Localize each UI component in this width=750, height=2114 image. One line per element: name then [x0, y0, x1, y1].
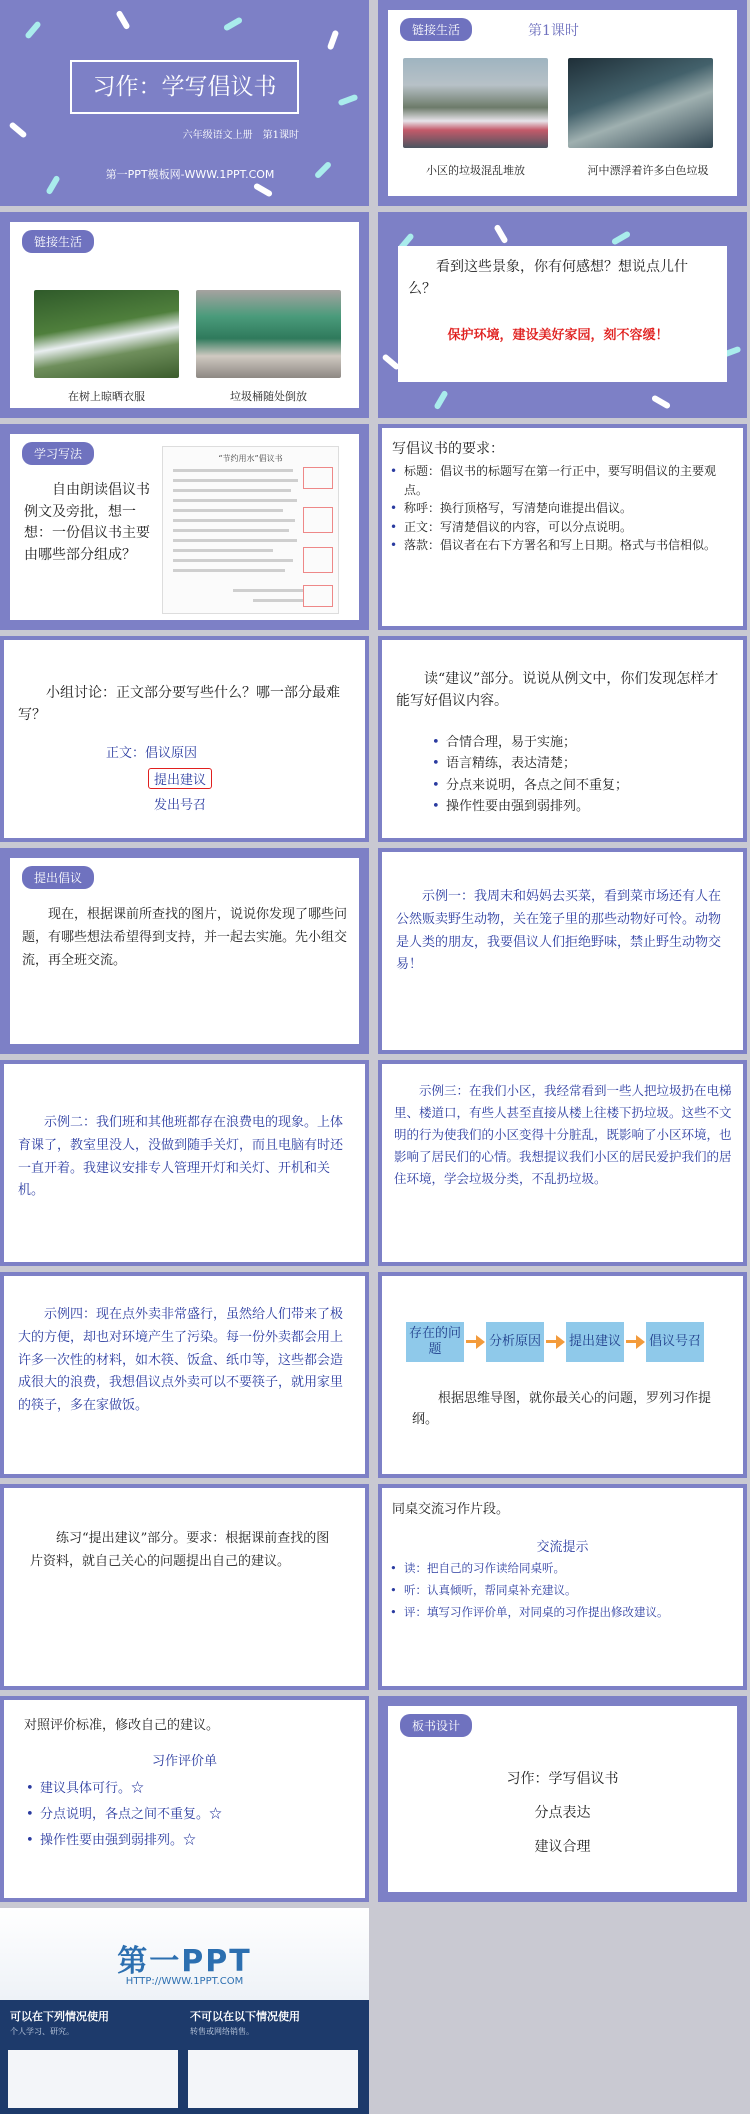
text-line [173, 509, 283, 512]
list-item: • 建议具体可行。☆ [26, 1776, 346, 1802]
list-item: • 落款：倡议者在右下方署名和写上日期。格式与书信相似。 [390, 536, 735, 555]
usage-denied-title: 不可以在以下情况使用 [190, 2010, 300, 2023]
slide-content [382, 852, 743, 1050]
confetti [115, 10, 130, 30]
slide-content [398, 246, 727, 382]
annotation-box [303, 507, 333, 533]
slide-title [0, 0, 369, 206]
slide-life-1 [378, 0, 747, 206]
text-line [173, 539, 297, 542]
text-line [173, 469, 293, 472]
list-item: • 标题：倡议书的标题写在第一行正中，要写明倡议的主要观点。 [390, 462, 735, 499]
text-line [173, 569, 285, 572]
slide-mindmap [378, 1272, 747, 1478]
text-line [233, 589, 303, 592]
mindmap-text: 根据思维导图，就你最关心的问题，罗列习作提纲。 [412, 1391, 712, 1428]
sample-document [162, 446, 339, 614]
brand-text: 第一PPT模板网-WWW.1PPT.COM [105, 168, 275, 181]
confetti [433, 390, 448, 410]
slide-content [388, 1706, 737, 1892]
text-line [173, 559, 293, 562]
propose-text: 现在，根据课前所查找的图片，说说你发现了哪些问题，有哪些想法希望得到支持，并一起去实施。先小组交流，再全班交流。 [22, 907, 348, 968]
usage-allowed-note: 个人学习、研究。 [10, 2027, 74, 2036]
requirements-heading: 写倡议书的要求： [392, 441, 504, 457]
body-label: 正文：倡议原因 [106, 746, 198, 761]
photo-caption: 垃圾桶随处倒放 [230, 390, 307, 403]
slide-blackboard [378, 1696, 747, 1902]
slide-content [382, 1064, 743, 1262]
slide-revise [0, 1696, 369, 1902]
river-garbage-photo [568, 58, 713, 148]
annotation-box [303, 547, 333, 573]
list-item: • 分点来说明，各点之间不重复； [432, 775, 722, 796]
list-item: • 操作性要由强到弱排列。☆ [26, 1828, 346, 1854]
confetti [493, 224, 508, 244]
slide-discussion [0, 636, 369, 842]
board-line: 习作：学写倡议书 [506, 1771, 619, 1787]
slide-content [382, 1488, 743, 1686]
text-line [253, 599, 303, 602]
confetti [338, 94, 359, 106]
slide-content [382, 428, 743, 626]
text-line [173, 479, 298, 482]
photo-caption: 小区的垃圾混乱堆放 [426, 164, 525, 177]
slogan-text: 保护环境，建设美好家园，刻不容缓！ [447, 328, 669, 343]
section-tag: 板书设计 [400, 1714, 472, 1737]
list-item: • 听：认真倾听，帮同桌补充建议。 [390, 1580, 740, 1602]
text-line [173, 489, 291, 492]
reflection-question: 看到这些景象，你有何感想？想说点儿什么？ [408, 259, 688, 298]
slide-content [4, 1276, 365, 1474]
evaluation-title: 习作评价单 [151, 1754, 217, 1769]
slide-example-3 [378, 1060, 747, 1266]
section-tag: 链接生活 [22, 230, 94, 253]
section-tag: 提出倡议 [22, 866, 94, 889]
garbage-pile-photo [403, 58, 548, 148]
links-panel [188, 2050, 358, 2108]
example-text: 示例三：在我们小区，我经常看到一些人把垃圾扔在电梯里、楼道口，有些人甚至直接从楼上往楼下扔垃圾。这些不文明的行为使我们的小区变得十分脏乱，既影响了小区环境，也影响了居民们的心情。我想提议我们小区的居民爱护我们的居住环境，学会垃圾分类，不乱扔垃圾。 [394, 1083, 732, 1186]
ad-header [0, 1908, 369, 2000]
arrow-right-icon [636, 1335, 645, 1349]
list-item: • 评：填写习作评价单，对同桌的习作提出修改建议。 [390, 1602, 740, 1624]
highlight-suggestion: 提出建议 [148, 768, 212, 789]
links-panel [8, 2050, 178, 2108]
slide-practice [0, 1484, 369, 1690]
practice-text: 练习“提出建议”部分。要求：根据课前查找的图片资料，就自己关心的问题提出自己的建议。 [30, 1531, 330, 1569]
slide-example-2 [0, 1060, 369, 1266]
instruction-text: 自由朗读倡议书例文及旁批，想一想：一份倡议书主要由哪些部分组成？ [24, 482, 150, 564]
logo-url: HTTP://WWW.1PPT.COM [125, 1976, 244, 1987]
list-item: • 正文：写清楚倡议的内容，可以分点说明。 [390, 518, 735, 537]
arrow-right-icon [476, 1335, 485, 1349]
slide-reflection [378, 212, 747, 418]
photo-caption: 河中漂浮着许多白色垃圾 [587, 164, 709, 177]
slide-content [10, 434, 359, 620]
example-text: 示例一：我周末和妈妈去买菜，看到菜市场还有人在公然贩卖野生动物，关在笼子里的那些动物好可怜。动物是人类的朋友，我要倡议人们拒绝野味，禁止野生动物交易！ [396, 889, 722, 973]
example-text: 示例四：现在点外卖非常盛行，虽然给人们带来了极大的方便，却也对环境产生了污染。每一份外卖都会用上许多一次性的材料，如木筷、饭盒、纸巾等，这些都会造成很大的浪费，我想倡议点外卖可以不要筷子，就用家里的筷子，多在家做饭。 [18, 1307, 344, 1413]
slide-requirements [378, 424, 747, 630]
exchange-subheading: 交流提示 [536, 1540, 589, 1555]
exchange-list [390, 1558, 740, 1624]
list-item: • 操作性要由强到弱排列。 [432, 796, 722, 817]
flow-step: 提出建议 [566, 1322, 624, 1362]
slide-learn-format [0, 424, 369, 630]
subtitle: 六年级语文上册 第1课时 [182, 130, 299, 141]
slide-read-suggestions [378, 636, 747, 842]
tips-list [432, 732, 722, 818]
list-item: • 合情合理，易于实施； [432, 732, 722, 753]
flow-step: 倡议号召 [646, 1322, 704, 1362]
usage-denied-note: 转售或网络销售。 [190, 2027, 254, 2036]
slide-content [388, 10, 737, 196]
slide-content [10, 222, 359, 408]
confetti [611, 230, 631, 245]
revise-heading: 对照评价标准，修改自己的建议。 [24, 1718, 220, 1733]
list-item: • 称呼：换行顶格写，写清楚向谁提出倡议。 [390, 499, 735, 518]
example-text: 示例二：我们班和其他班都存在浪费电的现象。上体育课了，教室里没人，没做到随手关灯，而且电脑有时还一直开着。我建议安排专人管理开灯和关灯、开机和关机。 [18, 1115, 344, 1199]
confetti [8, 121, 27, 138]
slide-content [4, 1700, 365, 1898]
annotation-box [303, 585, 333, 607]
slide-content [10, 858, 359, 1044]
flow-step: 分析原因 [486, 1322, 544, 1362]
board-line: 分点表达 [534, 1805, 591, 1821]
list-item: • 读：把自己的习作读给同桌听。 [390, 1558, 740, 1580]
evaluation-list [26, 1776, 346, 1854]
slide-content [4, 1064, 365, 1262]
lesson-heading: 第1课时 [528, 23, 579, 39]
text-line [173, 499, 297, 502]
confetti [327, 30, 339, 51]
slide-ad [0, 1908, 369, 2114]
slide-exchange [378, 1484, 747, 1690]
slide-content [4, 1488, 365, 1686]
read-text: 读“建议”部分。说说从例文中，你们发现怎样才能写好倡议内容。 [396, 671, 719, 710]
discussion-text: 小组讨论：正文部分要写些什么？哪一部分最难写？ [18, 685, 340, 724]
trash-bin-photo [196, 290, 341, 378]
page-title: 习作：学写倡议书 [92, 74, 277, 100]
annotation-box [303, 467, 333, 489]
slide-life-2 [0, 212, 369, 418]
photo-caption: 在树上晾晒衣服 [68, 390, 145, 403]
slide-content [4, 640, 365, 838]
list-item: • 分点说明，各点之间不重复。☆ [26, 1802, 346, 1828]
document-title: “节约用水”倡议书 [218, 454, 283, 463]
confetti [651, 394, 671, 409]
confetti [223, 16, 243, 31]
slide-example-1 [378, 848, 747, 1054]
slide-content [382, 640, 743, 838]
confetti [24, 20, 41, 39]
section-tag: 链接生活 [400, 18, 472, 41]
list-item: • 语言精练，表达清楚； [432, 753, 722, 774]
slide-propose [0, 848, 369, 1054]
confetti [253, 182, 273, 197]
arrow-right-icon [556, 1335, 565, 1349]
slide-content [382, 1276, 743, 1474]
laundry-tree-photo [34, 290, 179, 378]
section-tag: 学习写法 [22, 442, 94, 465]
call-label: 发出号召 [154, 798, 207, 813]
text-line [173, 529, 289, 532]
ad-footer [0, 2000, 369, 2114]
confetti [45, 175, 60, 195]
logo-text: 第一PPT [117, 1944, 252, 1979]
text-line [173, 549, 273, 552]
exchange-heading: 同桌交流习作片段。 [392, 1502, 510, 1517]
text-line [173, 519, 295, 522]
usage-allowed-title: 可以在下列情况使用 [10, 2010, 109, 2023]
requirements-list [390, 462, 735, 555]
slide-example-4 [0, 1272, 369, 1478]
board-line: 建议合理 [534, 1839, 591, 1855]
flow-step: 存在的问题 [406, 1322, 464, 1362]
